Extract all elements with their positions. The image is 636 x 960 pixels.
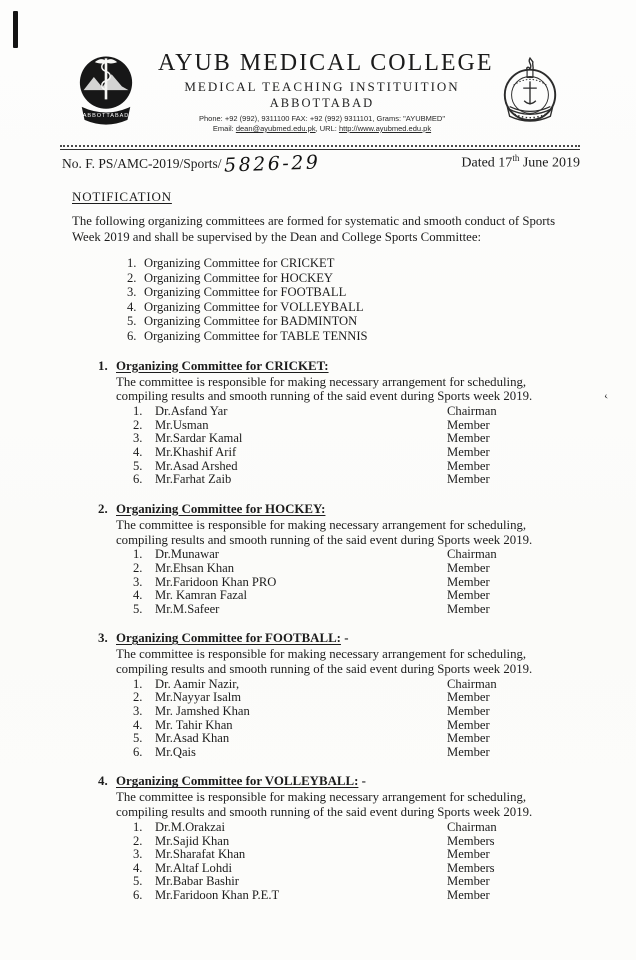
member-row: 4. Mr.Khashif Arif Member [133, 444, 490, 459]
member-row: 1. Dr. Aamir Nazir, Chairman [133, 676, 497, 691]
member-role: Chairman [447, 404, 497, 419]
list-item: 5. Organizing Committee for BADMINTON [127, 314, 358, 329]
list-item: 3. Organizing Committee for FOOTBALL [127, 285, 347, 300]
section-cricket [72, 359, 580, 487]
member-name: Dr.M.Orakzai [155, 820, 225, 835]
list-item: 1. Organizing Committee for CRICKET [127, 256, 335, 270]
member-row: 5. Mr.M.Safeer Member [133, 601, 490, 616]
section-football [72, 631, 580, 759]
member-role: Members [447, 833, 495, 848]
member-role: Member [447, 431, 490, 446]
list-item: 6. Organizing Committee for TABLE TENNIS [127, 328, 368, 343]
member-row: 4. Mr. Tahir Khan Member [133, 717, 490, 732]
intro-paragraph: The following organizing committees are formed for systematic and smooth conduct of Sports Week 2019 and shall be supervised by the Dean and College Sports Committee: [72, 214, 556, 244]
member-role: Member [447, 704, 490, 719]
member-row: 3. Mr.Sardar Kamal Member [133, 431, 490, 446]
member-name: Mr.Ehsan Khan [155, 560, 235, 575]
member-name: Mr.Faridoon Khan PRO [155, 574, 277, 589]
member-table [133, 678, 580, 760]
college-name: AYUB MEDICAL COLLEGE [158, 50, 494, 76]
member-role: Member [447, 601, 490, 616]
member-row: 3. Mr. Jamshed Khan Member [133, 704, 490, 719]
member-row: 5. Mr.Babar Bashir Member [133, 874, 490, 889]
member-row: 3. Mr.Faridoon Khan PRO Member [133, 574, 490, 589]
member-name: Mr.M.Safeer [155, 601, 220, 616]
committee-overview-list [127, 256, 580, 344]
member-role: Chairman [447, 820, 497, 835]
section-heading: 4. Organizing Committee for VOLLEYBALL: - [98, 774, 366, 789]
member-name: Mr.Farhat Zaib [155, 472, 232, 487]
member-role: Member [447, 444, 490, 459]
member-role: Member [447, 560, 490, 575]
member-name: Mr.Nayyar Isalm [155, 690, 242, 705]
section-volleyball [72, 774, 580, 902]
member-role: Member [447, 472, 490, 487]
member-name: Mr.Babar Bashir [155, 874, 239, 889]
member-table [133, 405, 580, 487]
member-row: 4. Mr. Kamran Fazal Member [133, 588, 490, 603]
section-description: The committee is responsible for making necessary arrangement for scheduling, compiling results and smooth running of the said event during Sports week 2019. [116, 374, 533, 404]
member-table [133, 821, 580, 903]
letterhead [0, 0, 636, 138]
member-name: Dr.Munawar [155, 547, 220, 562]
list-item: 4. Organizing Committee for VOLLEYBALL [127, 299, 364, 314]
member-name: Mr.Khashif Arif [155, 444, 237, 459]
member-name: Mr.Asad Khan [155, 731, 230, 746]
section-heading: 3. Organizing Committee for FOOTBALL: - [98, 631, 349, 646]
member-row: 6. Mr.Qais Member [133, 744, 490, 759]
reference-number [62, 153, 321, 175]
member-name: Mr. Jamshed Khan [155, 704, 250, 719]
member-role: Members [447, 860, 495, 875]
member-row: 5. Mr.Asad Khan Member [133, 731, 490, 746]
member-name: Mr.Faridoon Khan P.E.T [155, 888, 280, 902]
email-link: dean@ayubmed.edu.pk [235, 124, 316, 133]
member-name: Mr.Altaf Lohdi [155, 860, 232, 875]
document-body [0, 189, 636, 903]
city-line: ABBOTTABAD [269, 96, 375, 110]
scan-artifact-mark: ‹ [602, 389, 610, 403]
member-role: Member [447, 588, 490, 603]
institution-line: MEDICAL TEACHING INSTITUITION [184, 79, 460, 94]
member-role: Member [447, 690, 490, 705]
member-name: Mr. Tahir Khan [155, 717, 233, 732]
member-role: Member [447, 417, 490, 432]
section-heading: 2. Organizing Committee for HOCKEY: [98, 501, 326, 516]
member-row: 6. Mr.Farhat Zaib Member [133, 472, 490, 487]
member-role: Member [447, 458, 490, 473]
section-description: The committee is responsible for making necessary arrangement for scheduling, compiling results and smooth running of the said event during Sports week 2019. [116, 790, 533, 820]
member-row: 6. Mr.Faridoon Khan P.E.T Member [133, 888, 490, 902]
member-name: Mr.Usman [155, 417, 209, 432]
member-name: Mr.Asad Arshed [155, 458, 238, 473]
college-seal-right-icon [498, 56, 562, 133]
member-row: 1. Dr.Munawar Chairman [133, 547, 497, 562]
section-description: The committee is responsible for making necessary arrangement for scheduling, compiling results and smooth running of the said event during Sports week 2019. [116, 517, 533, 547]
member-row: 2. Mr.Nayyar Isalm Member [133, 690, 490, 705]
reference-row [0, 150, 636, 175]
section-heading: 1. Organizing Committee for CRICKET: [98, 358, 329, 373]
member-role: Chairman [447, 547, 497, 562]
member-name: Mr.Sharafat Khan [155, 847, 246, 862]
letter-date: Dated 17th June 2019 [461, 153, 580, 171]
url-label: , URL: [315, 124, 339, 133]
member-row: 5. Mr.Asad Arshed Member [133, 458, 490, 473]
member-role: Member [447, 574, 490, 589]
member-role: Member [447, 731, 490, 746]
member-role: Chairman [447, 676, 497, 691]
member-name: Mr.Qais [155, 744, 196, 759]
member-role: Member [447, 888, 490, 902]
url-link: http://www.ayubmed.edu.pk [338, 124, 432, 133]
list-item: 2. Organizing Committee for HOCKEY [127, 270, 333, 285]
seal-banner-text: ABBOTTABAD [82, 113, 130, 120]
email-url-line [158, 124, 486, 133]
member-role: Member [447, 717, 490, 732]
college-seal-left-icon [78, 52, 134, 135]
section-hockey [72, 502, 580, 617]
member-name: Dr.Asfand Yar [155, 404, 228, 419]
member-row: 4. Mr.Altaf Lohdi Members [133, 860, 495, 875]
member-name: Dr. Aamir Nazir, [155, 676, 240, 691]
member-role: Member [447, 874, 490, 889]
member-name: Mr. Kamran Fazal [155, 588, 247, 603]
member-role: Member [447, 847, 490, 862]
reference-number-prefix: No. F. PS/AMC-2019/Sports/ [62, 156, 222, 171]
member-row: 2. Mr.Ehsan Khan Member [133, 560, 490, 575]
member-row: 1. Dr.Asfand Yar Chairman [133, 404, 497, 419]
member-row: 2. Mr.Sajid Khan Members [133, 833, 495, 848]
member-row: 1. Dr.M.Orakzai Chairman [133, 820, 497, 835]
member-table [133, 548, 580, 616]
phone-line: Phone: +92 (992), 9311100 FAX: +92 (992) 9311101, Grams: "AYUBMED" [198, 114, 446, 123]
member-row: 2. Mr.Usman Member [133, 417, 490, 432]
member-name: Mr.Sajid Khan [155, 833, 230, 848]
member-row: 3. Mr.Sharafat Khan Member [133, 847, 490, 862]
email-label: Email: [212, 124, 236, 133]
section-description: The committee is responsible for making necessary arrangement for scheduling, compiling results and smooth running of the said event during Sports week 2019. [116, 647, 533, 677]
member-role: Member [447, 744, 490, 759]
notification-title: NOTIFICATION [72, 189, 172, 204]
member-name: Mr.Sardar Kamal [155, 431, 243, 446]
reference-number-handwritten: 5826-29 [224, 151, 322, 177]
